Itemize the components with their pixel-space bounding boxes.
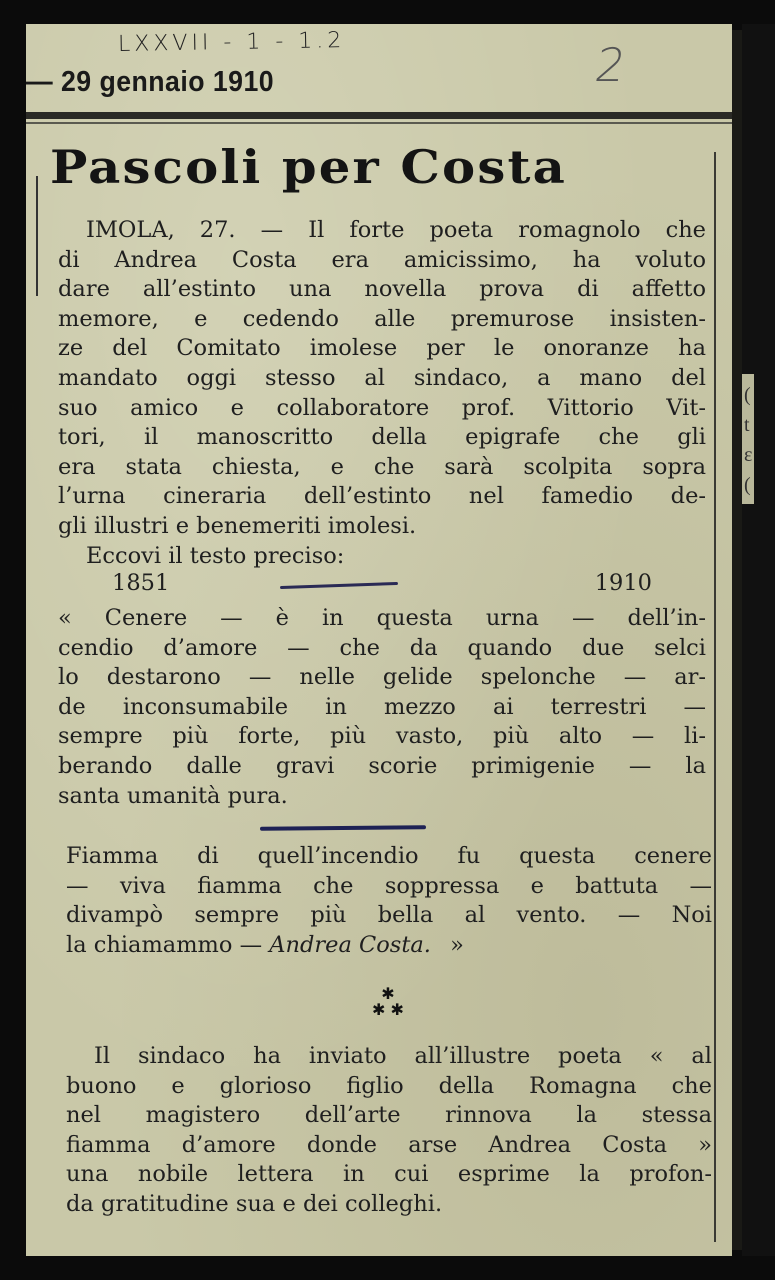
paragraph-closing [66,1042,712,1220]
adjacent-clipping-fragment [742,24,775,1256]
text-line: Il sindaco ha inviato all’illustre poeta « al [94,1043,712,1069]
page-number-handwritten: 2 [591,38,631,92]
fragment-letter: t [744,414,750,436]
epigraph-part-2 [66,842,712,960]
text-line: IMOLA, 27. — Il forte poeta romagnolo che [86,217,706,243]
fragment-letter: ( [744,384,751,406]
text-line: nel magistero dell’arte rinnova la stessa [66,1102,712,1129]
text-line: de inconsumabile in mezzo ai terrestri — [58,693,706,720]
text-line: fiamma d’amore donde arse Andrea Costa » [66,1131,712,1158]
epigraph-years [112,570,652,600]
epigraph-part-1 [58,604,706,811]
article-headline: Pascoli per Costa [50,140,567,194]
text-line: santa umanità pura. [58,782,288,809]
year-start: 1851 [112,570,170,596]
closing-quote: » [450,931,464,958]
column-border-left [36,176,38,296]
text-line: Fiamma di quell’incendio fu questa cenere [66,843,712,869]
text-line: era stata chiesta, e che sarà scolpita sopra [58,453,706,480]
fragment-letter: ( [744,474,751,496]
text-line: Eccovi il testo preciso: [86,542,345,569]
text-line: l’urna cineraria dell’estinto nel famedio de- [58,483,706,510]
text-line: buono e glorioso figlio della Romagna che [66,1072,712,1099]
text-line: ze del Comitato imolese per le onoranze ha [58,335,706,362]
publication-date: — 29 gennaio 1910 [26,66,275,98]
clipping-edge-shadow [732,30,742,1250]
year-end: 1910 [594,570,652,596]
fragment-letter: ε [744,444,753,466]
text-line: « Cenere — è in questa urna — dell’in- [58,605,706,631]
text-line: gli illustri e benemeriti imolesi. [58,512,417,539]
text-line: di Andrea Costa era amicissimo, ha voluto [58,246,706,273]
column-border-right [714,152,716,1242]
text-line: dare all’estinto una novella prova di affetto [58,276,706,303]
year-dash [280,582,398,589]
text-line: memore, e cedendo alle premurose insisten- [58,305,706,332]
archive-handwritten-note: LXXVII - 1 - 1.2 [117,28,346,57]
text-line: mandato oggi stesso al sindaco, a mano del [58,364,706,391]
text-line: cendio d’amore — che da quando due selci [58,634,706,661]
text-line: lo destarono — nelle gelide spelonche — ar- [58,664,706,691]
text-line: divampò sempre più bella al vento. — Noi [66,902,712,929]
text-line: sempre più forte, più vasto, più alto — li- [58,723,706,750]
text-line: — viva fiamma che soppressa e battuta — [66,872,712,899]
text-line: da gratitudine sua e dei colleghi. [66,1190,443,1217]
signature-name: Andrea Costa. [269,931,431,958]
text-fragment: la chiamammo — [66,931,263,958]
header-rule-thin [26,122,732,124]
text-line: una nobile lettera in cui esprime la profon- [66,1161,712,1188]
text-line-signature [66,931,712,961]
paragraph-intro [58,216,706,571]
section-break-asterism: ✱ ✱ ✱ [372,984,404,1019]
text-line: berando dalle gravi scorie primigenie — la [58,752,706,779]
text-line: tori, il manoscritto della epigrafe che gli [58,424,706,451]
text-line: suo amico e collaboratore prof. Vittorio Vit- [58,394,706,421]
header-rule [26,112,732,119]
